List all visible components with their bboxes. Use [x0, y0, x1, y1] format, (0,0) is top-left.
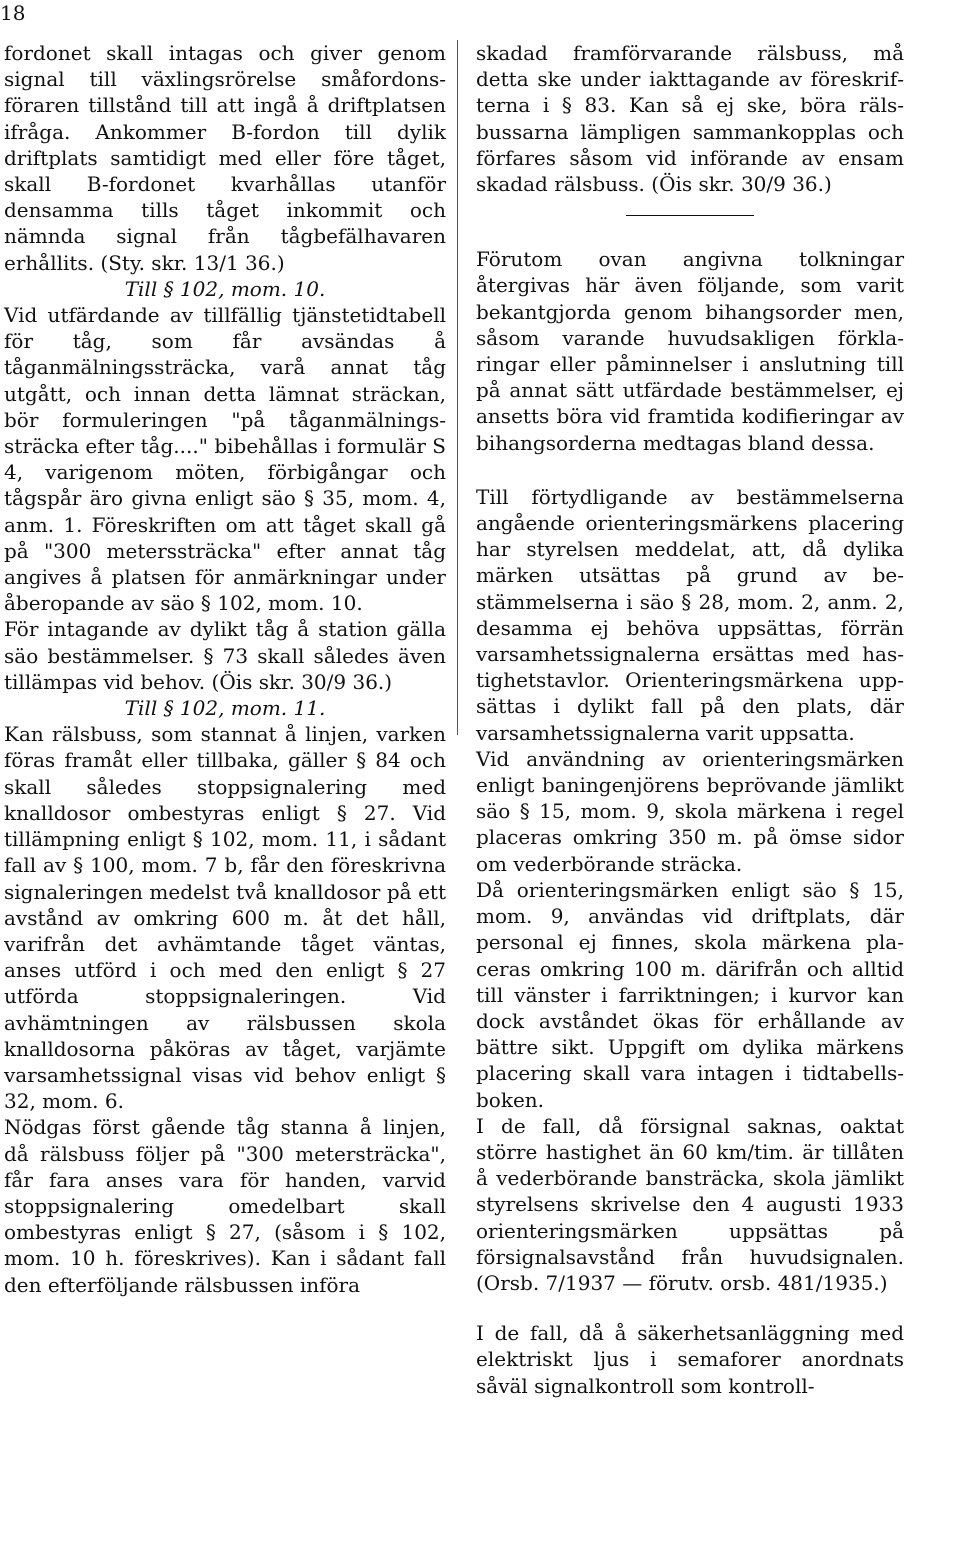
paragraph: För intagande av dylikt tåg å station gälla säo bestämmelser. § 73 skall således även tillämpas vid behov. (Öis skr. 30/9 36.): [4, 617, 446, 694]
right-column: [476, 40, 904, 1399]
paragraph: fordonet skall intagas och giver genom signal till växlingsrörelse småfordonsföraren tillstånd till att ingå å driftplatsen ifråga. Ankommer B-fordon till dylik driftplats samtidigt med eller före tåget, skall B-fordonet kvarhållas utanför densamma tills tåget inkommit och nämnda signal från tågbefälhavaren erhållits. (Sty. skr. 13/1 36.): [4, 41, 446, 275]
column-divider: [457, 40, 458, 735]
paragraph: I de fall, då försignal saknas, oaktat större hastighet än 60 km/tim. är tillåten å vederbörande bansträcka, skola jämlikt styrelsens skrivelse den 4 augusti 1933 orienteringsmärken uppsättas på försignalsavstånd från huvudsignalen. (Orsb. 7/1937 — förutv. orsb. 481/1935.): [476, 1113, 904, 1295]
paragraph: Då orienteringsmärken enligt säo § 15, mom. 9, användas vid driftplats, där personal ej finnes, skola märkena placeras omkring 100 m. därifrån och alltid till vänster i farriktningen; i kurvor kan dock avståndet ökas för erhållande av bättre sikt. Uppgift om dylika märkens placering skall vara intagen i tidtabellsboken.: [476, 877, 904, 1112]
section-heading: Till § 102, mom. 11.: [124, 696, 326, 721]
paragraph: skadad framförvarande rälsbuss, må detta ske under iakttagande av föreskrifterna i § 83. Kan så ej ske, böra rälsbussarna lämpligen sammankopplas och förfares såsom vid införande av ensam skadad rälsbuss. (Öis skr. 30/9 36.): [476, 41, 904, 197]
paragraph: Kan rälsbuss, som stannat å linjen, varken föras framåt eller tillbaka, gäller § 84 och skall således stoppsignalering med knalldosor ombestyras enligt § 27. Vid tillämpning enligt § 102, mom. 11, i sådant fall av § 100, mom. 7 b, får den föreskrivna signaleringen medelst två knalldosor på ett avstånd av omkring 600 m. åt det håll, varifrån det avhämtande tåget väntas, anses utförd i och med den enligt § 27 utförda stoppsignaleringen. Vid avhämtningen av rälsbussen skola knalldosorna påköras av tåget, varjämte varsamhetssignal visas vid behov enligt § 32, mom. 6.: [4, 722, 446, 1114]
paragraph: Vid användning av orienteringsmärken enligt baningenjörens beprövande jämlikt säo § 15, mom. 9, skola märkena i regel placeras omkring 350 m. på ömse sidor om vederbörande sträcka.: [476, 746, 904, 876]
paragraph: Nödgas först gående tåg stanna å linjen, då rälsbuss följer på "300 metersträcka", får fara anses vara för handen, varvid stoppsignalering omedelbart skall ombestyras enligt § 27, (såsom i § 102, mom. 10 h. föreskrives). Kan i sådant fall den efterföljande rälsbussen införa: [4, 1115, 446, 1297]
paragraph: Till förtydligande av bestämmelserna angående orienteringsmärkens placering har styrelsen meddelat, att, då dylika märken utsättas på grund av bestämmelserna i säo § 28, mom. 2, anm. 2, desamma ej behöva uppsättas, förrän varsamhetssignalerna ersättas med hastighetstavlor. Orienteringsmärkena uppsättas i dylikt fall på den plats, där varsamhetssignalerna varit uppsatta.: [476, 484, 904, 745]
paragraph: I de fall, då å säkerhetsanläggning med elektriskt ljus i semaforer anordnats såväl signalkontroll som kontroll-: [476, 1321, 904, 1398]
paragraph: Vid utfärdande av tillfällig tjänstetidtabell för tåg, som får avsändas å tåganmälningssträcka, varå annat tåg utgått, och innan detta lämnat sträckan, bör formuleringen "på tåganmälningssträcka efter tåg...." bibehållas i formulär S 4, varigenom möten, förbigångar och tågspår äro givna enligt säo § 35, mom. 4, anm. 1. Föreskriften om att tåget skall gå på "300 meterssträcka" efter annat tåg angives å platsen för anmärkningar under åberopande av säo § 102, mom. 10.: [4, 303, 446, 616]
spacer: [476, 456, 904, 484]
separator-rule: [626, 215, 754, 216]
left-column: [4, 40, 446, 1298]
page-number: 18: [0, 1, 26, 25]
spacer: [476, 1296, 904, 1320]
section-heading: Till § 102, mom. 10.: [124, 276, 326, 301]
paragraph: Förutom ovan angivna tolkningar återgivas här även följande, som varit bekantgjorda genom bihangsorder men, såsom varande huvudsakligen förklaringar eller påminnelser i anslutning till på annat sätt utfärdade bestämmelser, ej ansetts böra vid framtida kodifieringar av bihangsorderna medtagas bland dessa.: [476, 247, 904, 455]
